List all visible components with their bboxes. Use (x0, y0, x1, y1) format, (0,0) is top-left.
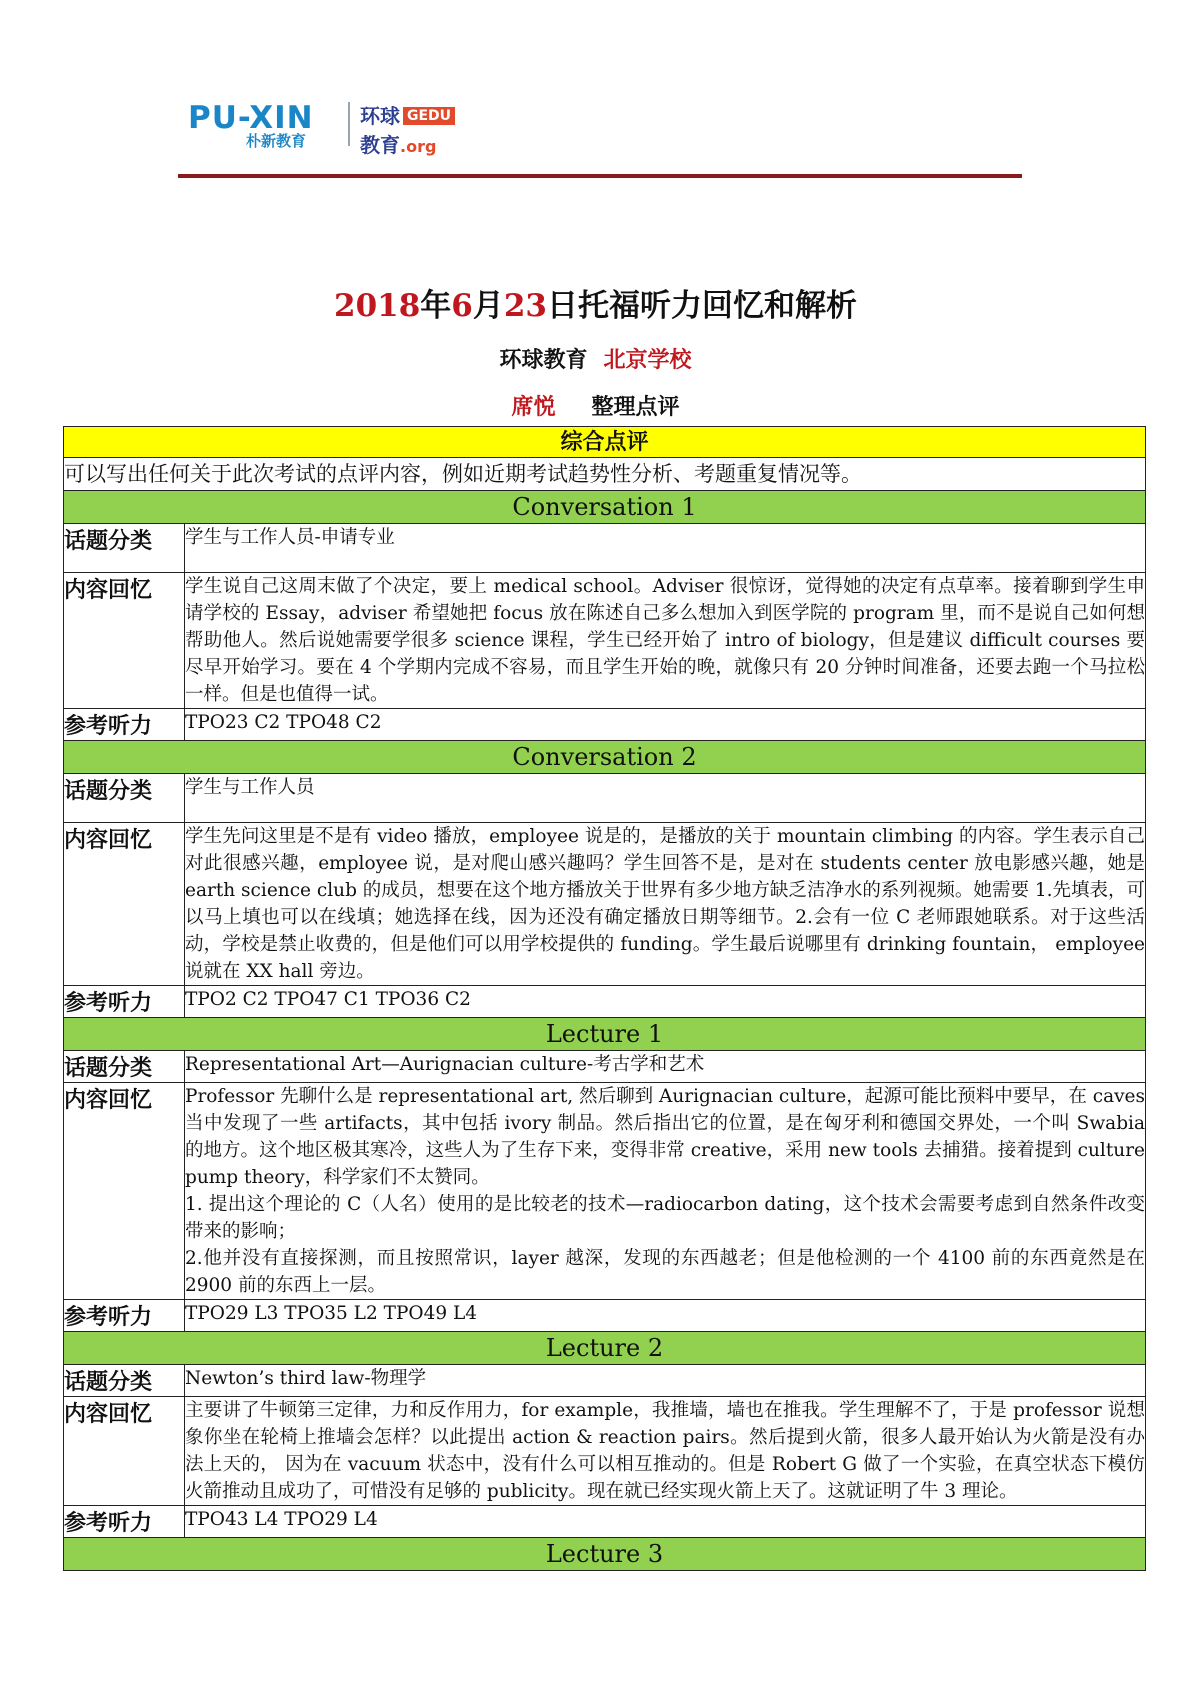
header-rule (178, 174, 1022, 178)
gedu-logo (360, 100, 455, 158)
reference-label: 参考听力 (64, 709, 185, 741)
header-logo (178, 86, 478, 166)
subtitle-author-line (0, 390, 1191, 421)
subtitle-org: 环球教育 (499, 347, 588, 373)
topic-value: 学生与工作人员 (185, 774, 1146, 823)
topic-value: 学生与工作人员-申请专业 (185, 524, 1146, 573)
reference-label: 参考听力 (64, 986, 185, 1018)
title-year: 2018 (334, 288, 421, 324)
topic-label: 话题分类 (64, 524, 185, 573)
reference-label: 参考听力 (64, 1506, 185, 1538)
puxin-logo-cn: 朴新教育 (246, 132, 307, 150)
gedu-logo-org: .org (400, 137, 437, 156)
section-title: Conversation 1 (64, 491, 1146, 524)
reference-label: 参考听力 (64, 1300, 185, 1332)
content-value (185, 823, 1146, 986)
content-label: 内容回忆 (64, 1397, 185, 1506)
review-table (63, 426, 1146, 1571)
content-label: 内容回忆 (64, 823, 185, 986)
content-label: 内容回忆 (64, 1083, 185, 1300)
topic-label: 话题分类 (64, 1365, 185, 1397)
content-paragraph: 学生先问这里是不是有 video 播放，employee 说是的，是播放的关于 mountain climbing 的内容。学生表示自己对此很感兴趣，employee 说，是对爬山感兴趣吗？学生回答不是，是对在 students center 放电影感兴趣，她是 earth science club 的成员，想要在这个地方播放关于世界有多少地方缺乏洁净水的系列视频。她需要 1.先填表，可以马上填也可以在线填；她选择在线，因为还没有确定播放日期等细节。2.会有一位 C 老师跟她联系。对于这些活动，学校是禁止收费的，但是他们可以用学校提供的 funding。学生最后说哪里有 drinking fountain， employee 说就在 XX hall 旁边。 (185, 826, 1145, 982)
summary-heading: 综合点评 (64, 427, 1146, 458)
title-day: 23 (503, 288, 547, 324)
section-title: Lecture 1 (64, 1018, 1146, 1051)
reference-value: TPO23 C2 TPO48 C2 (185, 709, 1146, 741)
title-month: 6 (451, 288, 473, 324)
gedu-logo-cn1: 环球 (360, 104, 400, 128)
topic-value: Representational Art—Aurignacian culture-考古学和艺术 (185, 1051, 1146, 1083)
gedu-logo-cn2: 教育 (360, 133, 400, 157)
section-title: Lecture 3 (64, 1538, 1146, 1571)
topic-label: 话题分类 (64, 1051, 185, 1083)
title-year-unit: 年 (420, 288, 452, 324)
title-month-unit: 月 (472, 288, 504, 324)
content-value (185, 573, 1146, 709)
subtitle-org-line (0, 343, 1191, 374)
subtitle-school: 北京学校 (603, 347, 692, 373)
subtitle-author: 席悦 (511, 394, 556, 420)
reference-value: TPO43 L4 TPO29 L4 (185, 1506, 1146, 1538)
content-paragraph: 2.他并没有直接探测，而且按照常识，layer 越深，发现的东西越老；但是他检测的一个 4100 前的东西竟然是在 2900 前的东西上一层。 (185, 1248, 1145, 1296)
reference-value: TPO2 C2 TPO47 C1 TPO36 C2 (185, 986, 1146, 1018)
content-paragraph: 1. 提出这个理论的 C（人名）使用的是比较老的技术—radiocarbon dating，这个技术会需要考虑到自然条件改变带来的影响； (185, 1194, 1145, 1242)
reference-value: TPO29 L3 TPO35 L2 TPO49 L4 (185, 1300, 1146, 1332)
content-label: 内容回忆 (64, 573, 185, 709)
page-title (0, 280, 1191, 325)
topic-value: Newton’s third law-物理学 (185, 1365, 1146, 1397)
logo-divider (348, 102, 350, 146)
title-rest: 日托福听力回忆和解析 (547, 288, 857, 324)
content-paragraph: Professor 先聊什么是 representational art, 然后聊到 Aurignacian culture，起源可能比预料中要早，在 caves 当中发现了一些 artifacts，其中包括 ivory 制品。然后指出它的位置，是在匈牙利和德国交界处，一个叫 Swabia 的地方。这个地区极其寒冷，这些人为了生存下来，变得非常 creative，采用 new tools 去捕猎。接着提到 culture pump theory，科学家们不太赞同。 (185, 1086, 1145, 1188)
section-title: Lecture 2 (64, 1332, 1146, 1365)
gedu-logo-box: GEDU (403, 107, 455, 125)
section-title: Conversation 2 (64, 741, 1146, 774)
subtitle-role: 整理点评 (591, 394, 680, 420)
puxin-logo (188, 100, 314, 151)
content-value (185, 1397, 1146, 1506)
summary-text: 可以写出任何关于此次考试的点评内容，例如近期考试趋势性分析、考题重复情况等。 (64, 458, 1146, 491)
puxin-logo-en: PU-XIN (188, 100, 314, 136)
content-paragraph: 主要讲了牛顿第三定律，力和反作用力，for example，我推墙，墙也在推我。学生理解不了，于是 professor 说想象你坐在轮椅上推墙会怎样？以此提出 action & reaction pairs。然后提到火箭，很多人最开始认为火箭是没有办法上天的， 因为在 vacuum 状态中，没有什么可以相互推动的。但是 Robert G 做了一个实验，在真空状态下模仿火箭推动且成功了，可惜没有足够的 publicity。现在就已经实现火箭上天了。这就证明了牛 3 理论。 (185, 1400, 1145, 1502)
content-paragraph: 学生说自己这周末做了个决定，要上 medical school。Adviser 很惊讶，觉得她的决定有点草率。接着聊到学生申请学校的 Essay，adviser 希望她把 focus 放在陈述自己多么想加入到医学院的 program 里，而不是说自己如何想帮助他人。然后说她需要学很多 science 课程，学生已经开始了 intro of biology，但是建议 difficult courses 要尽早开始学习。要在 4 个学期内完成不容易，而且学生开始的晚，就像只有 20 分钟时间准备，还要去跑一个马拉松一样。但是也值得一试。 (185, 576, 1145, 705)
topic-label: 话题分类 (64, 774, 185, 823)
content-value (185, 1083, 1146, 1300)
